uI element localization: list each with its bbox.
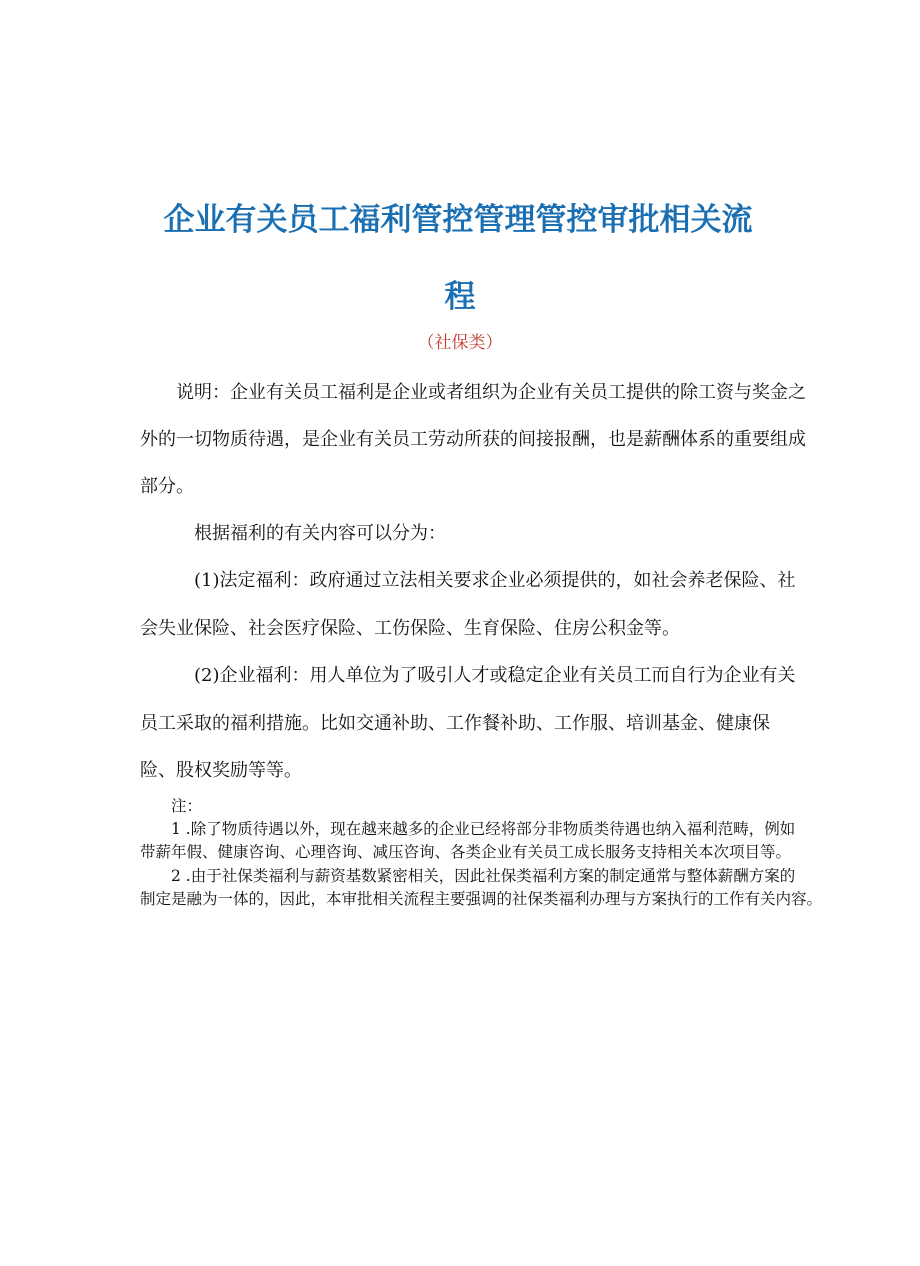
paragraph-line: (2)企业福利：用人单位为了吸引人才或稳定企业有关员工而自行为企业有关 <box>140 665 796 686</box>
paragraph-line: 会失业保险、社会医疗保险、工伤保险、生育保险、住房公积金等。 <box>140 618 680 639</box>
paragraph-line: 员工采取的福利措施。比如交通补助、工作餐补助、工作服、培训基金、健康保 <box>140 713 770 734</box>
document-subtitle: （社保类） <box>417 333 503 353</box>
note-line: 注： <box>140 797 203 815</box>
note-line: 制定是融为一体的，因此，本审批相关流程主要强调的社保类福利办理与方案执行的工作有关内容。 <box>140 890 823 908</box>
note-line: 2 .由于社保类福利与薪资基数紧密相关，因此社保类福利方案的制定通常与整体薪酬方案的 <box>140 867 796 885</box>
document-title-line2: 程 <box>444 279 476 315</box>
paragraph-line: 外的一切物质待遇，是企业有关员工劳动所获的间接报酬，也是薪酬体系的重要组成 <box>140 429 806 450</box>
note-line: 带薪年假、健康咨询、心理咨询、减压咨询、各类企业有关员工成长服务支持相关本次项目等。 <box>140 843 792 861</box>
paragraph-line: 部分。 <box>140 476 194 497</box>
note-line: 1 .除了物质待遇以外，现在越来越多的企业已经将部分非物质类待遇也纳入福利范畴，例如 <box>140 820 796 838</box>
paragraph-line: 说明：企业有关员工福利是企业或者组织为企业有关员工提供的除工资与奖金之 <box>140 382 806 403</box>
paragraph-line: (1)法定福利：政府通过立法相关要求企业必须提供的，如社会养老保险、社 <box>140 570 796 591</box>
paragraph-line: 险、股权奖励等等。 <box>140 760 302 781</box>
document-title-line1: 企业有关员工福利管控管理管控审批相关流 <box>163 202 753 238</box>
paragraph-line: 根据福利的有关内容可以分为： <box>140 523 446 544</box>
